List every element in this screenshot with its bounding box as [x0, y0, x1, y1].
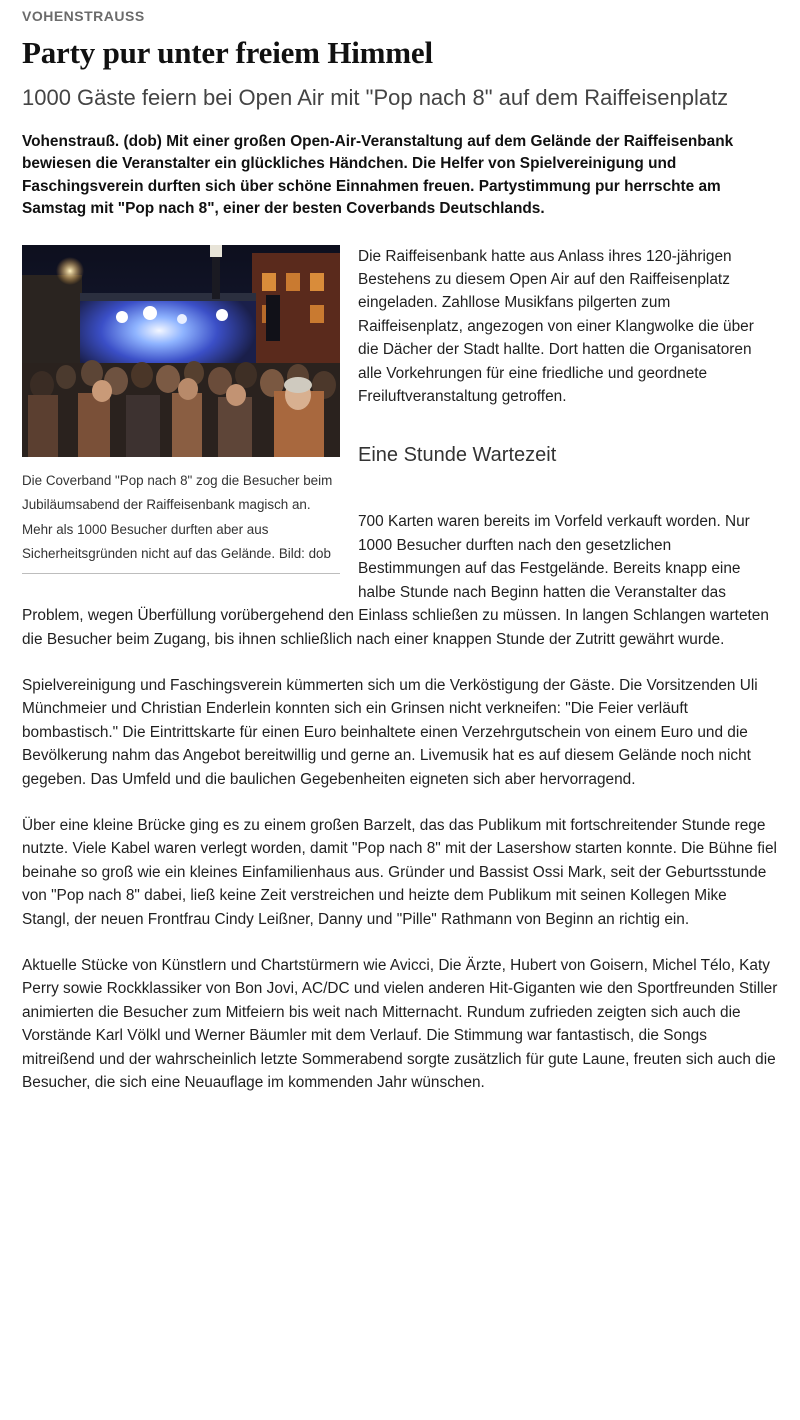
article-body [22, 245, 778, 1095]
article-kicker: VOHENSTRAUSS [22, 8, 145, 24]
article-figure [22, 245, 340, 574]
photo-caption: Die Coverband "Pop nach 8" zog die Besucher beim Jubiläumsabend der Raiffeisenbank magisch an. Mehr als 1000 Besucher durften aber aus Sicherheitsgründen nicht auf das Gelände. Bild: dob [22, 472, 333, 562]
article-headline: Party pur unter freiem Himmel [22, 35, 433, 70]
concert-photo [22, 245, 340, 457]
paragraph-2: 700 Karten waren bereits im Vorfeld verkauft worden. Nur 1000 Besucher durften nach den gesetzlichen Bestimmungen auf das Festgelände. Bereits knapp eine halbe Stunde nach Beginn hatten die Veranstalter das Problem, wegen Überfüllung vorübergehend den Einlass schließen zu müssen. In langen Schlangen warteten die Besucher beim Zugang, bis ihnen schließlich nach einer knappen Stunde der Zutritt gewährt wurde. [22, 513, 769, 648]
paragraph-4: Über eine kleine Brücke ging es zu einem großen Barzelt, das das Publikum mit fortschreitender Stunde rege nutzte. Viele Kabel waren verlegt worden, damit "Pop nach 8" mit der Lasershow starten konnte. Die Bühne fiel beinahe so groß wie ein kleines Einfamilienhaus aus. Gründer und Bassist Ossi Mark, seit der Geburtsstunde von "Pop nach 8" dabei, ließ keine Zeit verstreichen und heizte dem Publikum mit seinen Kollegen Mike Stangl, der neuen Frontfrau Cindy Leißner, Danny und "Pille" Rathmann von Beginn an richtig ein. [22, 816, 777, 928]
paragraph-3: Spielvereinigung und Faschingsverein kümmerten sich um die Verköstigung der Gäste. Die Vorsitzenden Uli Münchmeier und Christian Enderlein konnten sich ein Grinsen nicht verkneifen: "Die Feier verläuft bombastisch." Die Eintrittskarte für einen Euro beinhaltete einen Verzehrgutschein von einem Euro und die Bevölkerung nahm das Angebot bereitwillig und gerne an. Livemusik hat es auf diesem Gelände noch nicht gegeben. Das Umfeld und die baulichen Gegebenheiten eigneten sich aber hervorragend. [22, 676, 758, 788]
article-lead: Vohenstrauß. (dob) Mit einer großen Open-Air-Veranstaltung auf dem Gelände der Raiffeisenbank bewiesen die Veranstalter ein glückliches Händchen. Die Helfer von Spielvereinigung und Faschingsverein durften sich über schöne Einnahmen freuen. Partystimmung pur herrschte am Samstag mit "Pop nach 8", einer der besten Coverbands Deutschlands. [22, 133, 734, 218]
section-heading: Eine Stunde Wartezeit [358, 444, 557, 467]
article-subheadline: 1000 Gäste feiern bei Open Air mit "Pop nach 8" auf dem Raiffeisenplatz [22, 85, 729, 110]
paragraph-1: Die Raiffeisenbank hatte aus Anlass ihres 120-jährigen Bestehens zu diesem Open Air auf den Raiffeisenplatz eingeladen. Zahllose Musikfans pilgerten zum Raiffeisenplatz, angezogen von einer Klangwolke die über die Dächer der Stadt hallte. Dort hatten die Organisatoren alle Vorkehrungen für eine friedliche und geordnete Freiluftveranstaltung getroffen. [358, 247, 754, 406]
paragraph-5: Aktuelle Stücke von Künstlern und Chartstürmern wie Avicci, Die Ärzte, Hubert von Goisern, Michel Télo, Katy Perry sowie Rockklassiker von Bon Jovi, AC/DC und vielen anderen Hit-Giganten wie den Sportfreunden Stiller animierten die Besucher zum Mitfeiern bis weit nach Mitternacht. Rundum zufrieden zeigten sich auch die Vorstände Karl Völkl und Werner Bäumler mit dem Verlauf. Die Stimmung war fantastisch, die Songs mitreißend und der wahrscheinlich letzte Sommerabend sorgte zusätzlich für gute Laune, freuten sich auch die Besucher, die sich eine Neuauflage im kommenden Jahr wünschen. [22, 956, 778, 1091]
